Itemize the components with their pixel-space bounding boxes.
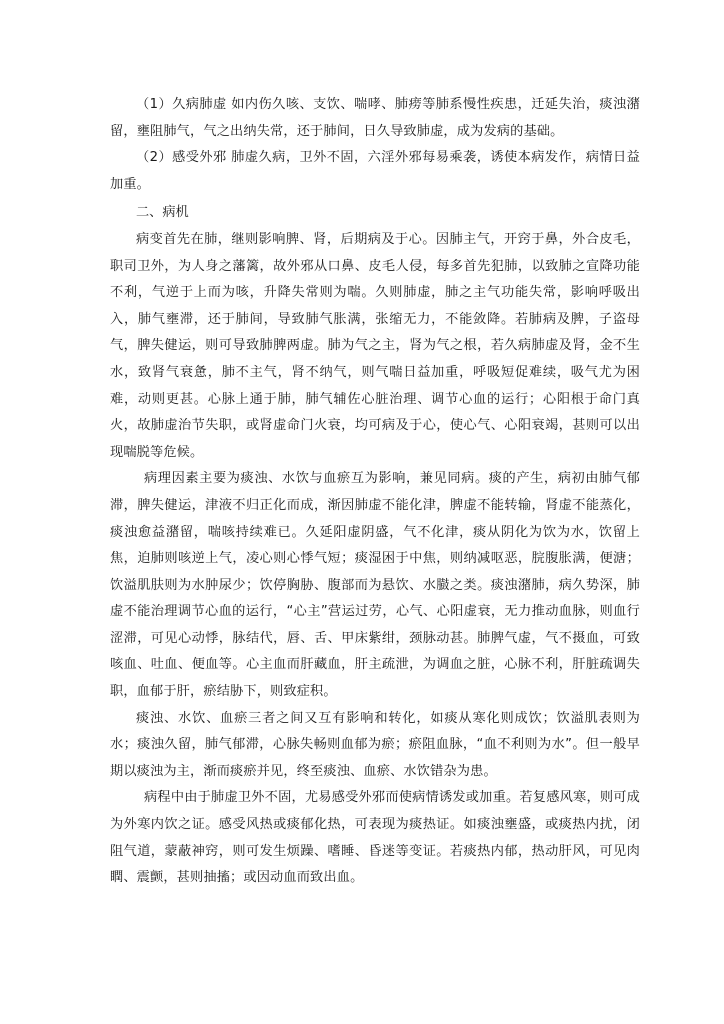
- document-content: [110, 92, 640, 892]
- paragraph-cause-2: （2）感受外邪 肺虚久病，卫外不固，六淫外邪每易乘袭，诱使本病发作，病情日益加重。: [110, 150, 640, 192]
- section-heading: 二、病机: [136, 205, 189, 221]
- paragraph-pathological-factors: 病理因素主要为痰浊、水饮与血瘀互为影响，兼见同病。痰的产生，病初由肺气郁滞，脾失健运，津液不归正化而成，渐因肺虚不能化津，脾虚不能转输，肾虚不能蒸化，痰浊愈益潴留，喘咳持续难已。久延阳虚阴盛，气不化津，痰从阴化为饮为水，饮留上焦，迫肺则咳逆上气，凌心则心悸气短；痰湿困于中焦，则纳减呕恶，脘腹胀满，便溏；饮溢肌肤则为水肿尿少；饮停胸胁、腹部而为悬饮、水臌之类。痰浊潴肺，病久势深，肺虚不能治理调节心血的运行，“心主”营运过劳，心气、心阳虚衰，无力推动血脉，则血行涩滞，可见心动悸，脉结代，唇、舌、甲床紫绀，颈脉动甚。肺脾气虚，气不摄血，可致咳血、吐血、便血等。心主血而肝藏血，肝主疏泄，为调血之脏，心脉不利，肝脏疏调失职，血郁于肝，瘀结胁下，则致症积。: [110, 471, 640, 700]
- paragraph-complications: 病程中由于肺虚卫外不固，尤易感受外邪而使病情诱发或加重。若复感风寒，则可成为外寒内饮之证。感受风热或痰郁化热，可表现为痰热证。如痰浊壅盛，或痰热内扰，闭阻气道，蒙蔽神窍，则可发生烦躁、嗜睡、昏迷等变证。若痰热内郁，热动肝风，可见肉瞤、震颤，甚则抽搐；或因动血而致出血。: [110, 790, 640, 886]
- paragraph-pathogenesis: 病变首先在肺，继则影响脾、肾，后期病及于心。因肺主气，开窍于鼻，外合皮毛，职司卫外，为人身之藩篱，故外邪从口鼻、皮毛人侵，每多首先犯肺，以致肺之宣降功能不利，气逆于上而为咳，升降失常则为喘。久则肺虚，肺之主气功能失常，影响呼吸出入，肺气壅滞，还于肺间，导致肺气胀满，张缩无力，不能敛降。若肺病及脾，子盗母气，脾失健运，则可导致肺脾两虚。肺为气之主，肾为气之根，若久病肺虚及肾，金不生水，致肾气衰惫，肺不主气，肾不纳气，则气喘日益加重，呼吸短促难续，吸气尤为困难，动则更甚。心脉上通于肺，肺气辅佐心脏治理、调节心血的运行；心阳根于命门真火，故肺虚治节失职，或肾虚命门火衰，均可病及于心，使心气、心阳衰竭，甚则可以出现喘脱等危候。: [110, 231, 640, 460]
- paragraph-transformation: 痰浊、水饮、血瘀三者之间又互有影响和转化，如痰从寒化则成饮；饮溢肌表则为水；痰浊久留，肺气郁滞，心脉失畅则血郁为瘀；瘀阻血脉，“血不利则为水”。但一般早期以痰浊为主，渐而痰瘀并见，终至痰浊、血瘀、水饮错杂为患。: [110, 710, 640, 779]
- paragraph-cause-1: （1）久病肺虚 如内伤久咳、支饮、喘哮、肺痨等肺系慢性疾患，迁延失治，痰浊潴留，壅阻肺气，气之出纳失常，还于肺间，日久导致肺虚，成为发病的基础。: [110, 97, 640, 139]
